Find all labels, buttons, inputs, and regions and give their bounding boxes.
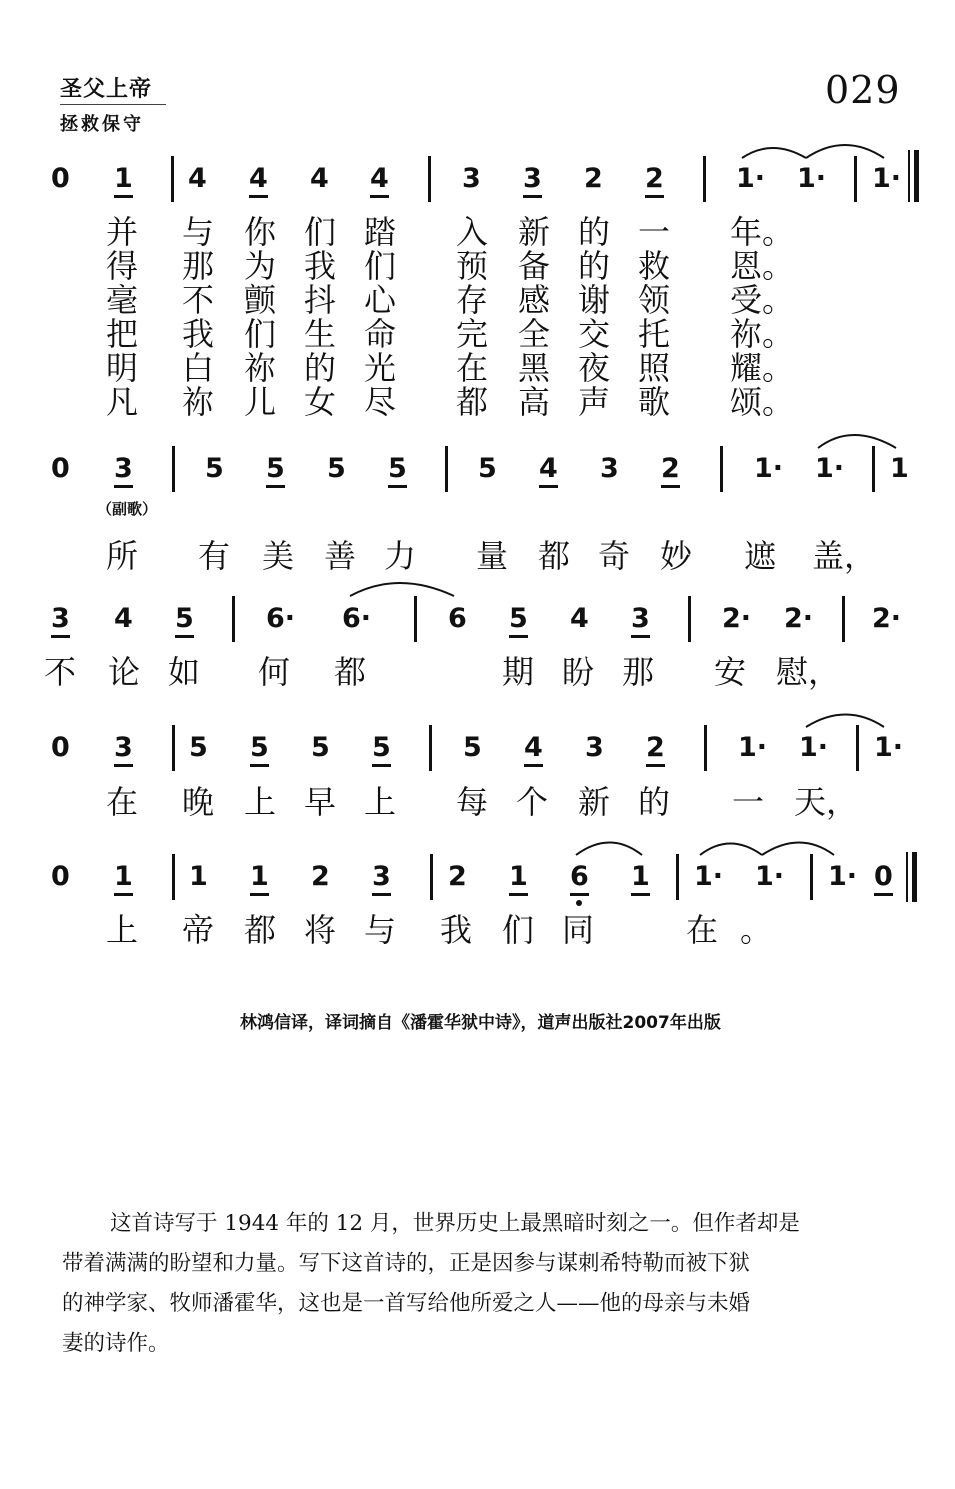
note: 1· (872, 163, 902, 194)
lyric-char: 有 (198, 537, 231, 575)
note: 3 (585, 732, 604, 763)
lyric-char: 在 (106, 783, 139, 821)
lyric-char: 在 (456, 349, 489, 387)
tie-arc (576, 843, 642, 856)
note: 0 (51, 163, 70, 194)
note: 5 (311, 732, 330, 763)
lyric-char: 命 (364, 315, 397, 353)
lyric-char: 光 (364, 349, 397, 387)
lyric-char: 夜 (578, 349, 611, 387)
subcategory-title: 拯救保守 (60, 114, 144, 135)
lyric-char: 踏 (364, 213, 397, 251)
lyric-char: 备 (518, 247, 551, 285)
note: 2 (661, 453, 680, 484)
note: 0 (874, 861, 893, 892)
body-paragraph (62, 1204, 800, 1364)
low-octave-dot (576, 900, 582, 906)
lyric-char: 。 (740, 911, 773, 949)
note: 3 (600, 453, 619, 484)
lyric-char: 们 (502, 911, 535, 949)
lyric-char: 谢 (578, 281, 611, 319)
note: 3 (51, 603, 70, 634)
lyric-char: 们 (304, 213, 337, 251)
note: 2 (646, 732, 665, 763)
lyric-char: 明 (106, 349, 139, 387)
lyric-char: 都 (244, 911, 277, 949)
lyric-char: 儿 (244, 383, 277, 421)
note: 4 (188, 163, 207, 194)
note: 1 (250, 861, 269, 892)
lyric-char: 都 (334, 653, 367, 691)
tie-arc (818, 435, 896, 448)
note: 4 (114, 603, 133, 634)
note: 4 (249, 163, 268, 194)
lyric-char: 新 (518, 213, 551, 251)
lyric-char: 声 (578, 383, 611, 421)
lyric-char: 并 (106, 213, 139, 251)
note: 3 (372, 861, 391, 892)
lyric-char: 祢 (182, 383, 215, 421)
lyric-char: 那 (622, 653, 655, 691)
lyric-char: 都 (538, 537, 571, 575)
lyric-char: 得 (106, 247, 139, 285)
lyric-char: 遮 (744, 537, 777, 575)
lyric-char: 我 (440, 911, 473, 949)
tie-arc (700, 844, 762, 856)
lyric-char: 存 (456, 281, 489, 319)
note: 1· (694, 861, 724, 892)
note: 6· (342, 603, 372, 634)
note: 1· (738, 732, 768, 763)
lyric-char: 上 (106, 911, 139, 949)
note: 5 (509, 603, 528, 634)
lyric-char: 盼 (562, 653, 595, 691)
lyric-char: 同 (562, 911, 595, 949)
note: 5 (327, 453, 346, 484)
note: 3 (114, 453, 133, 484)
lyric-char: 们 (244, 315, 277, 353)
note: 4 (310, 163, 329, 194)
note: 4 (570, 603, 589, 634)
lyric-char: 在 (686, 911, 719, 949)
note: 2 (311, 861, 330, 892)
lyric-char: 一 (638, 213, 671, 251)
lyric-char: 生 (304, 315, 337, 353)
tie-arc (806, 145, 884, 158)
lyric-char: 祢。 (730, 315, 795, 353)
lyric-char: 论 (108, 653, 141, 691)
lyric-char: 与 (364, 911, 397, 949)
lyric-char: 托 (638, 315, 671, 353)
lyric-char: 预 (456, 247, 489, 285)
chorus-mark: （副歌） (97, 500, 158, 518)
lyric-char: 盖， (812, 537, 877, 575)
lyric-char: 完 (456, 315, 489, 353)
lyric-char: 尽 (364, 383, 397, 421)
body-line: 带着满满的盼望和力量。写下这首诗的，正是因参与谋刺希特勒而被下狱 (62, 1251, 751, 1276)
lyric-char: 把 (106, 315, 139, 353)
note: 5 (205, 453, 224, 484)
lyric-char: 何 (258, 653, 291, 691)
note: 1· (755, 861, 785, 892)
lyric-char: 力 (384, 537, 417, 575)
lyric-char: 恩。 (730, 247, 795, 285)
lyric-char: 美 (262, 537, 295, 575)
lyric-char: 量 (476, 537, 509, 575)
lyric-char: 们 (364, 247, 397, 285)
tie-arc (742, 148, 806, 158)
lyric-char: 心 (364, 281, 397, 319)
note: 2 (584, 163, 603, 194)
note: 3 (631, 603, 650, 634)
lyric-char: 照 (638, 349, 671, 387)
lyric-char: 个 (516, 783, 549, 821)
note: 5 (189, 732, 208, 763)
lyric-char: 妙 (660, 537, 693, 575)
lyric-char: 与 (182, 213, 215, 251)
lyric-char: 的 (304, 349, 337, 387)
note: 1· (828, 861, 858, 892)
lyric-char: 晚 (182, 783, 215, 821)
note: 1· (797, 163, 827, 194)
lyric-char: 期 (502, 653, 535, 691)
lyric-char: 你 (244, 213, 277, 251)
lyric-char: 耀。 (730, 349, 795, 387)
note: 1· (874, 732, 904, 763)
lyric-char: 女 (304, 383, 337, 421)
lyric-char: 颂。 (730, 383, 795, 421)
lyric-char: 每 (456, 783, 489, 821)
lyric-char: 善 (324, 537, 357, 575)
note: 1 (890, 453, 909, 484)
lyric-char: 受。 (730, 281, 795, 319)
note: 6· (266, 603, 296, 634)
note: 1· (799, 732, 829, 763)
lyric-char: 祢 (244, 349, 277, 387)
lyric-char: 凡 (106, 383, 139, 421)
lyric-char: 将 (304, 911, 337, 949)
lyric-char: 的 (578, 247, 611, 285)
note: 1 (114, 163, 133, 194)
lyric-char: 慰， (776, 653, 841, 691)
lyric-char: 年。 (730, 213, 795, 251)
body-line: 的神学家、牧师潘霍华，这也是一首写给他所爱之人——他的母亲与未婚 (62, 1291, 751, 1316)
body-line: 妻的诗作。 (62, 1331, 170, 1356)
lyric-char: 奇 (598, 537, 631, 575)
note: 1 (189, 861, 208, 892)
note: 1· (736, 163, 766, 194)
note: 3 (462, 163, 481, 194)
lyric-char: 帝 (182, 911, 215, 949)
note: 5 (250, 732, 269, 763)
note: 0 (51, 861, 70, 892)
note: 6 (448, 603, 467, 634)
note: 3 (114, 732, 133, 763)
lyric-char: 不 (44, 653, 77, 691)
note: 2 (645, 163, 664, 194)
note: 0 (51, 732, 70, 763)
lyric-char: 抖 (304, 281, 337, 319)
lyric-char: 歌 (638, 383, 671, 421)
lyric-char: 新 (578, 783, 611, 821)
hymn-number: 029 (825, 68, 901, 112)
note: 4 (524, 732, 543, 763)
note: 5 (388, 453, 407, 484)
lyric-char: 感 (518, 281, 551, 319)
lyric-char: 交 (578, 315, 611, 353)
note: 4 (370, 163, 389, 194)
lyric-char: 白 (182, 349, 215, 387)
lyric-char: 黑 (518, 349, 551, 387)
lyric-char: 安 (714, 653, 747, 691)
note: 5 (372, 732, 391, 763)
lyric-char: 所 (106, 537, 139, 575)
lyric-char: 为 (244, 247, 277, 285)
note: 2· (722, 603, 752, 634)
tie-arc (806, 715, 884, 728)
note: 1 (114, 861, 133, 892)
note: 2· (872, 603, 902, 634)
lyric-char: 全 (518, 315, 551, 353)
lyric-char: 高 (518, 383, 551, 421)
note: 5 (478, 453, 497, 484)
lyric-char: 上 (364, 783, 397, 821)
note: 2· (784, 603, 814, 634)
lyric-char: 如 (168, 653, 201, 691)
lyric-char: 的 (578, 213, 611, 251)
note: 1· (815, 453, 845, 484)
note: 5 (266, 453, 285, 484)
lyric-char: 颤 (244, 281, 277, 319)
lyric-char: 上 (244, 783, 277, 821)
tie-arc (762, 843, 834, 856)
lyric-char: 都 (456, 383, 489, 421)
lyric-char: 我 (182, 315, 215, 353)
body-line: 这首诗写于 1944 年的 12 月，世界历史上最黑暗时刻之一。但作者却是 (110, 1211, 800, 1236)
note: 1 (631, 861, 650, 892)
note-low-octave: 6 (570, 861, 589, 892)
lyric-char: 早 (304, 783, 337, 821)
note: 4 (539, 453, 558, 484)
lyric-char: 天， (794, 783, 859, 821)
note: 2 (448, 861, 467, 892)
note: 1 (509, 861, 528, 892)
lyric-char: 入 (456, 213, 489, 251)
lyric-char: 不 (182, 281, 215, 319)
note: 5 (175, 603, 194, 634)
category-title: 圣父上帝 (60, 76, 153, 102)
note: 3 (523, 163, 542, 194)
lyric-char: 救 (638, 247, 671, 285)
lyric-char: 一 (732, 783, 765, 821)
lyric-char: 毫 (106, 281, 139, 319)
note: 0 (51, 453, 70, 484)
lyric-char: 领 (638, 281, 671, 319)
tie-arc (350, 583, 454, 596)
lyric-char: 我 (304, 247, 337, 285)
lyric-char: 那 (182, 247, 215, 285)
translation-credit: 林鸿信译，译词摘自《潘霍华狱中诗》，道声出版社2007年出版 (240, 1013, 721, 1033)
note: 1· (754, 453, 784, 484)
note: 5 (463, 732, 482, 763)
lyric-char: 的 (638, 783, 671, 821)
